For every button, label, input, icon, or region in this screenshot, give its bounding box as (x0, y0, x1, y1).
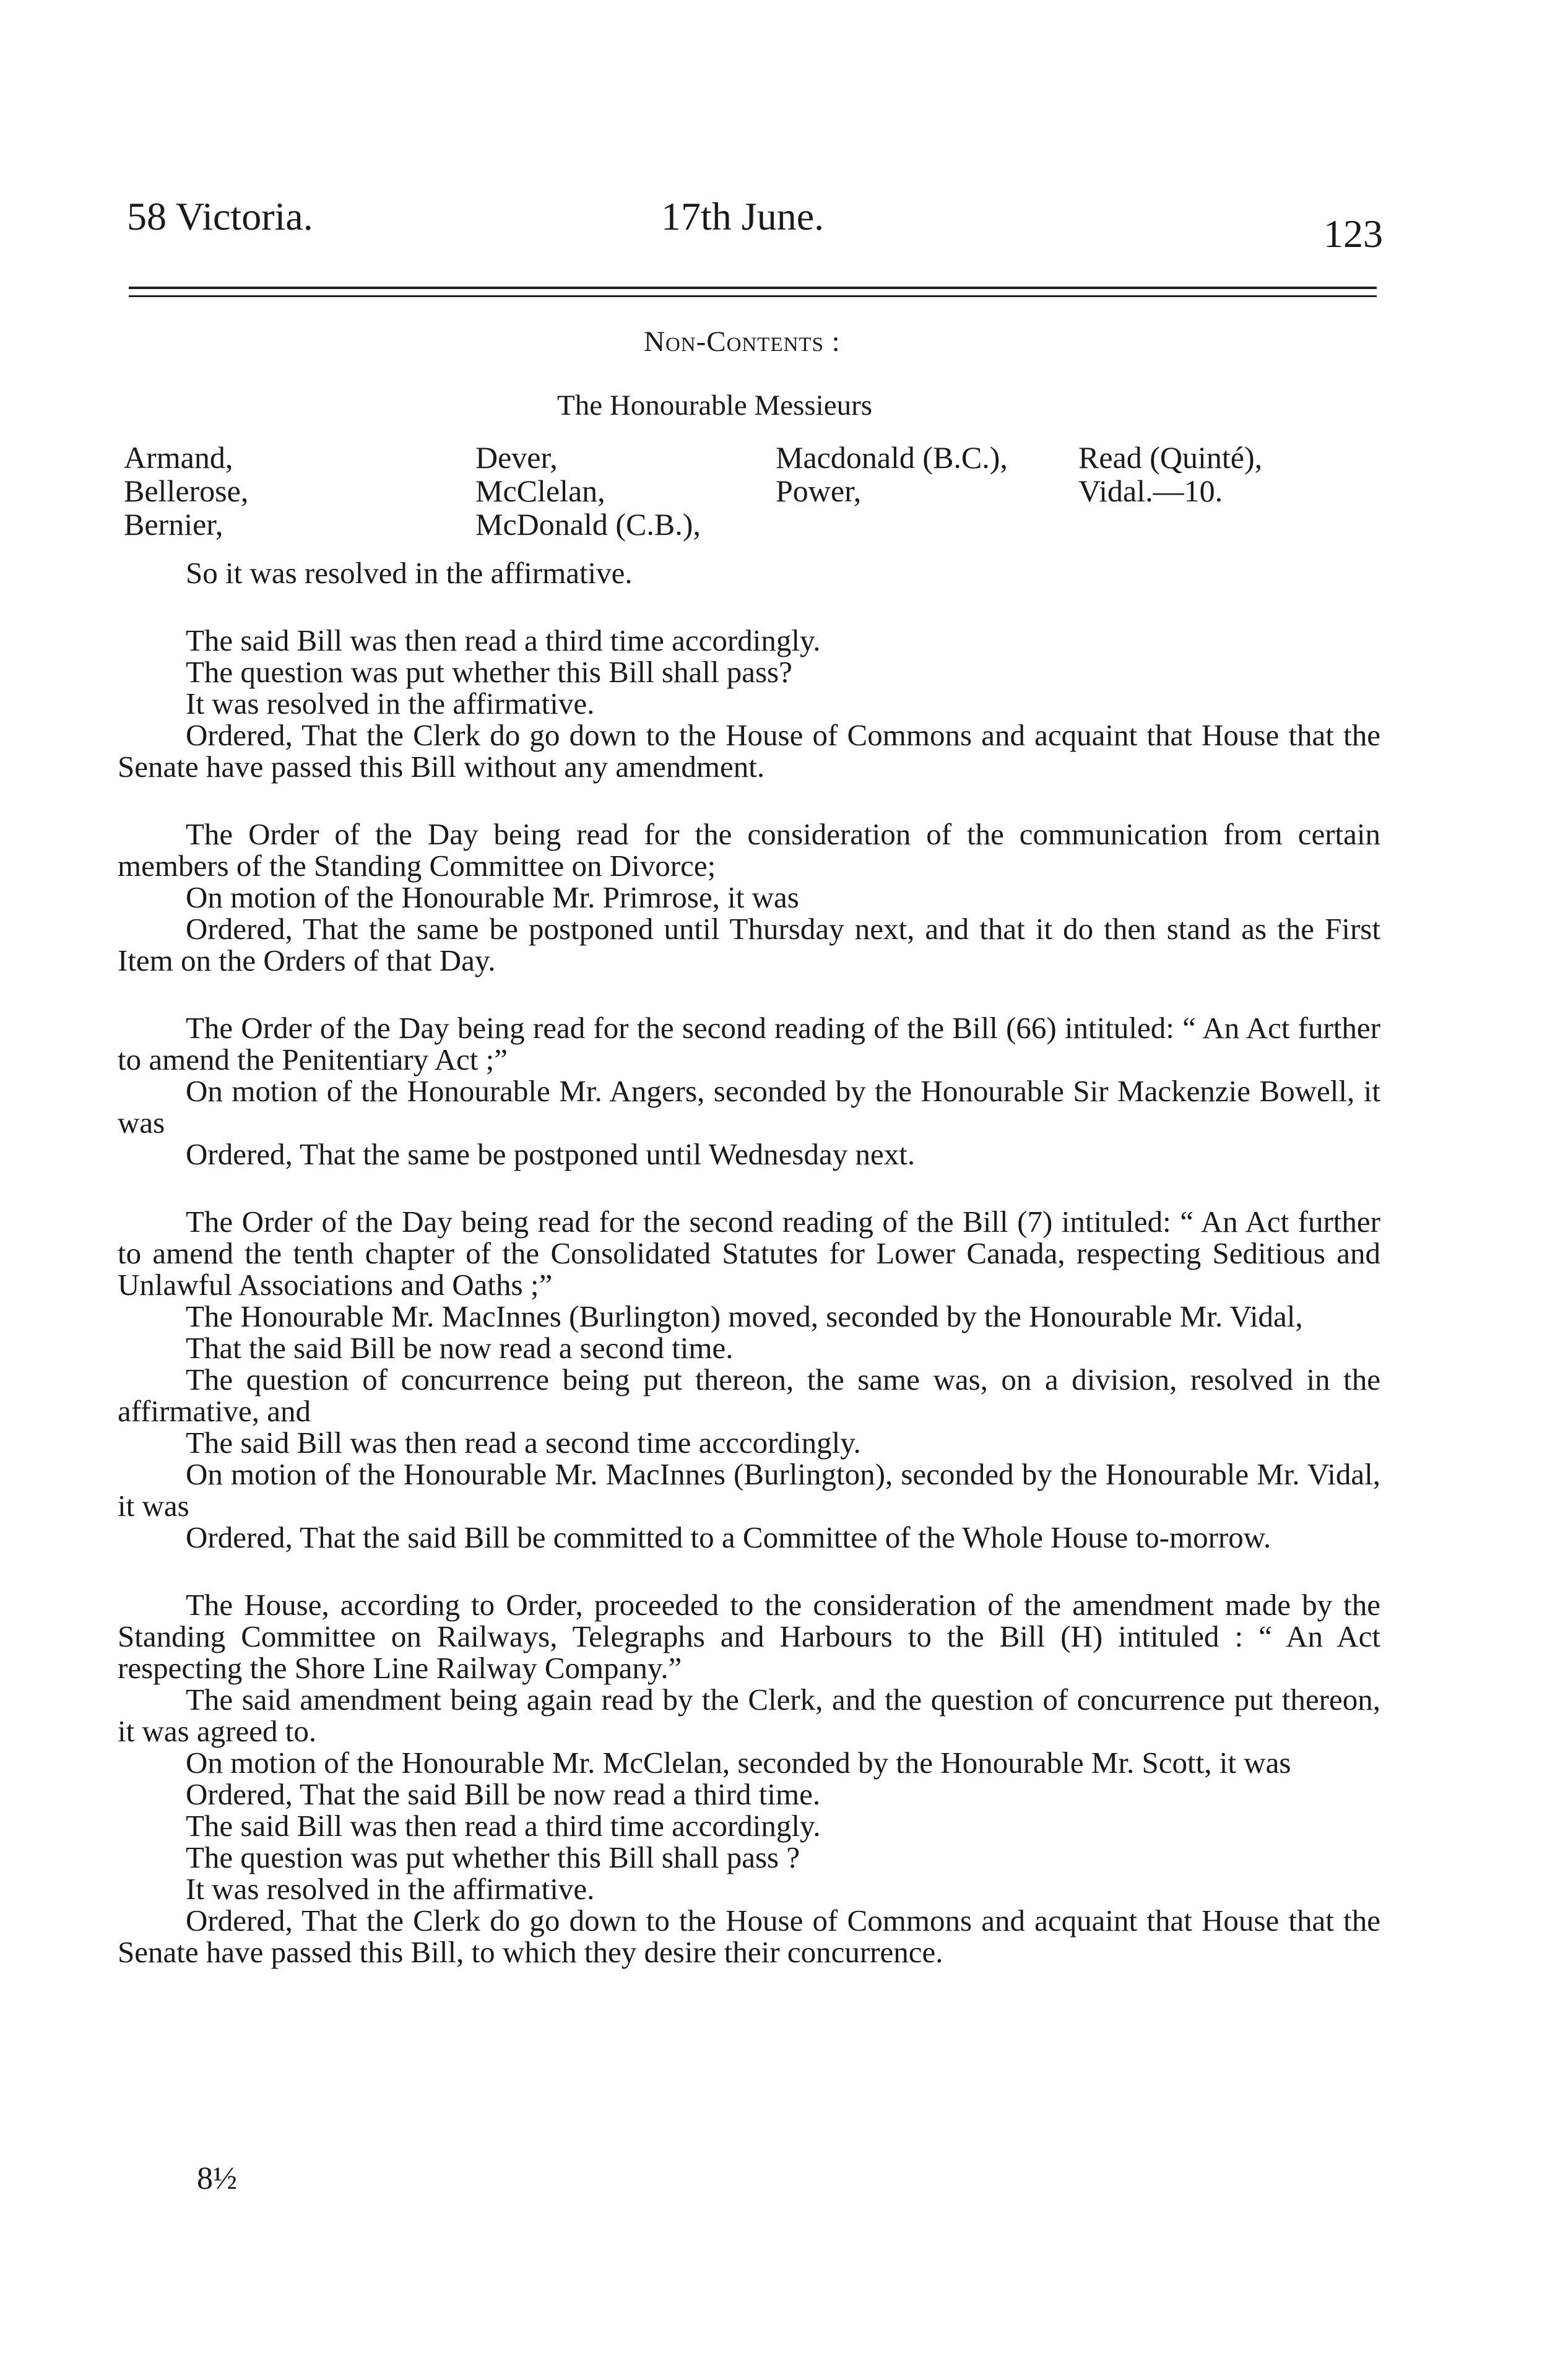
proceedings-paragraph: The said Bill was then read a third time accordingly. (186, 623, 821, 657)
proceedings-paragraph: Ordered, That the same be postponed until Thursday next, and that it do then stand as the First Item on the Orders of that Day. (118, 912, 1380, 977)
proceedings-paragraph: The said Bill was then read a second time acccordingly. (186, 1426, 861, 1460)
header-rule-thin (129, 295, 1377, 297)
proceedings-paragraph: Ordered, That the Clerk do go down to the House of Commons and acquaint that House that the Senate have passed this Bill, to which they desire their concurrence. (118, 1903, 1380, 1969)
member-name: Dever, (475, 440, 558, 475)
proceedings-paragraph: The Order of the Day being read for the consideration of the communication from certain members of the Standing Committee on Divorce; (118, 817, 1380, 883)
header-date: 17th June. (661, 194, 825, 238)
member-name: Bellerose, (124, 474, 249, 508)
proceedings-body (118, 557, 1380, 1968)
proceedings-paragraph: The Order of the Day being read for the second reading of the Bill (7) intituled: “ An Act further to amend the tenth chapter of the Consolidated Statutes for Lower Canada, respecting Seditious and Unlawful Associations and Oaths ;” (118, 1205, 1380, 1302)
header-rule-thick (129, 287, 1377, 289)
names-column-2 (475, 441, 701, 541)
non-contents-subheading: The Honourable Messieurs (557, 389, 873, 422)
proceedings-paragraph: Ordered, That the Clerk do go down to the House of Commons and acquaint that House that the Senate have passed this Bill without any amendment. (118, 718, 1380, 784)
proceedings-paragraph: Ordered, That the said Bill be committed to a Committee of the Whole House to-morrow. (186, 1520, 1271, 1554)
proceedings-paragraph: The said amendment being again read by the Clerk, and the question of concurrence put thereon, it was agreed to. (118, 1682, 1380, 1748)
page-number: 123 (1323, 212, 1383, 256)
proceedings-paragraph: The question of concurrence being put thereon, the same was, on a division, resolved in the affirmative, and (118, 1362, 1380, 1428)
paragraph-spacer (118, 1553, 1380, 1589)
proceedings-paragraph: The question was put whether this Bill shall pass ? (186, 1840, 800, 1874)
header-regnal-year: 58 Victoria. (127, 194, 313, 238)
signature-mark: 8½ (197, 2161, 237, 2196)
member-name: Macdonald (B.C.), (776, 440, 1008, 475)
names-column-1 (124, 441, 248, 541)
proceedings-paragraph: It was resolved in the affirmative. (186, 686, 595, 721)
member-name: Vidal.—10. (1078, 474, 1223, 508)
member-name: McDonald (C.B.), (475, 507, 701, 542)
proceedings-paragraph: On motion of the Honourable Mr. McClelan, seconded by the Honourable Mr. Scott, it was (186, 1746, 1291, 1780)
proceedings-paragraph: The question was put whether this Bill shall pass? (186, 655, 792, 689)
member-name: Power, (776, 474, 862, 508)
member-name: Read (Quinté), (1078, 440, 1263, 475)
member-name: McClelan, (475, 474, 605, 508)
proceedings-paragraph: So it was resolved in the affirmative. (186, 556, 633, 590)
paragraph-spacer (118, 1170, 1380, 1206)
proceedings-paragraph: The House, according to Order, proceeded to the consideration of the amendment made by the Standing Committee on Railways, Telegraphs and Harbours to the Bill (H) intituled : “ An Act respecting the Shore Line Railway Company.” (118, 1588, 1380, 1685)
member-name: Armand, (124, 440, 233, 475)
proceedings-paragraph: On motion of the Honourable Mr. MacInnes (Burlington), seconded by the Honourable Mr. Vidal, it was (118, 1457, 1380, 1523)
proceedings-paragraph: The said Bill was then read a third time accordingly. (186, 1809, 821, 1843)
proceedings-paragraph: On motion of the Honourable Mr. Angers, seconded by the Honourable Sir Mackenzie Bowell, it was (118, 1074, 1380, 1140)
paragraph-spacer (118, 782, 1380, 818)
proceedings-paragraph: On motion of the Honourable Mr. Primrose, it was (186, 880, 799, 914)
proceedings-paragraph: Ordered, That the same be postponed until Wednesday next. (186, 1137, 916, 1171)
names-column-4 (1078, 441, 1262, 508)
paragraph-spacer (118, 976, 1380, 1012)
proceedings-paragraph: Ordered, That the said Bill be now read a third time. (186, 1777, 821, 1811)
proceedings-paragraph: The Honourable Mr. MacInnes (Burlington) moved, seconded by the Honourable Mr. Vidal, (186, 1299, 1303, 1333)
proceedings-paragraph: That the said Bill be now read a second time. (186, 1331, 734, 1365)
member-name: Bernier, (124, 507, 223, 542)
proceedings-paragraph: It was resolved in the affirmative. (186, 1872, 595, 1906)
paragraph-spacer (118, 589, 1380, 625)
proceedings-paragraph: The Order of the Day being read for the second reading of the Bill (66) intituled: “ An Act further to amend the Penitentiary Act ;” (118, 1011, 1380, 1076)
non-contents-heading: Non-Contents : (644, 326, 841, 358)
names-column-3 (776, 441, 1008, 508)
